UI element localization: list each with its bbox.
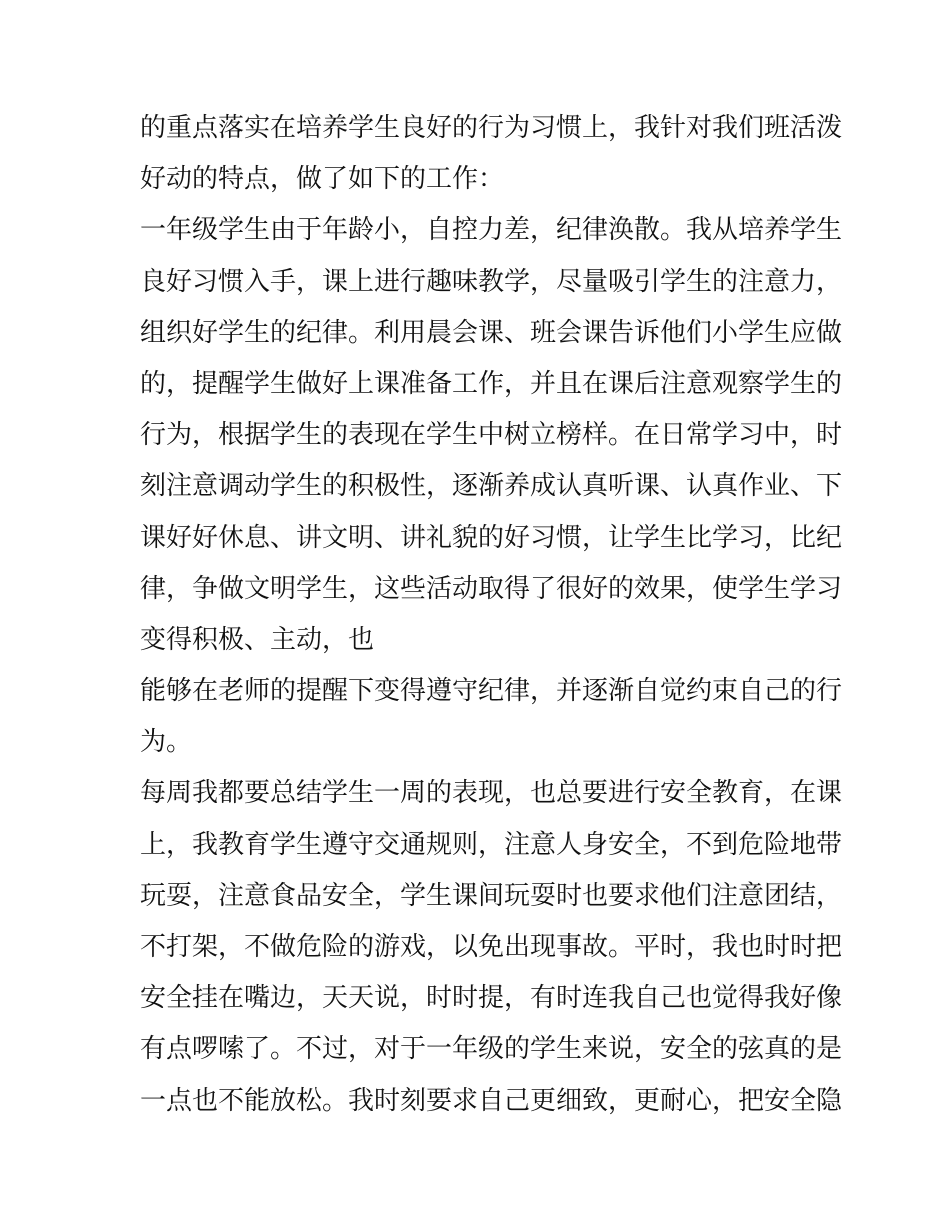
text-line-11: 变得积极、主动，也 [140,624,375,655]
text-line-14: 每周我都要总结学生一周的表现，也总要进行安全教育，在课 [140,778,843,809]
text-line-1: 的重点落实在培养学生良好的行为习惯上，我针对我们班活泼 [140,113,843,143]
text-line-3: 一年级学生由于年龄小，自控力差，纪律涣散。我从培养学生 [140,215,843,246]
text-line-2: 好动的特点，做了如下的工作： [140,164,505,195]
text-line-10: 律，争做文明学生，这些活动取得了很好的效果，使学生学习 [140,573,843,604]
text-line-7: 行为，根据学生的表现在学生中树立榜样。在日常学习中，时 [140,420,843,451]
text-line-16: 玩耍，注意食品安全，学生课间玩耍时也要求他们注意团结， [140,880,843,911]
text-line-15: 上，我教育学生遵守交通规则，注意人身安全，不到危险地带 [140,829,843,860]
text-line-12: 能够在老师的提醒下变得遵守纪律，并逐渐自觉约束自己的行 [140,676,843,707]
text-line-18: 安全挂在嘴边，天天说，时时提，有时连我自己也觉得我好像 [140,983,843,1014]
text-line-9: 课好好休息、讲文明、讲礼貌的好习惯，让学生比学习，比纪 [140,522,843,553]
text-line-6: 的，提醒学生做好上课准备工作，并且在课后注意观察学生的 [140,368,843,399]
body-text [140,103,843,1127]
text-line-19: 有点啰嗦了。不过，对于一年级的学生来说，安全的弦真的是 [140,1034,843,1065]
text-line-20: 一点也不能放松。我时刻要求自己更细致，更耐心，把安全隐 [140,1085,843,1116]
text-line-5: 组织好学生的纪律。利用晨会课、班会课告诉他们小学生应做 [140,317,843,348]
text-line-4: 良好习惯入手，课上进行趣味教学，尽量吸引学生的注意力， [140,266,843,297]
text-line-8: 刻注意调动学生的积极性，逐渐养成认真听课、认真作业、下 [140,471,843,502]
text-line-13: 为。 [140,727,193,758]
text-line-17: 不打架，不做危险的游戏，以免出现事故。平时，我也时时把 [140,932,843,962]
